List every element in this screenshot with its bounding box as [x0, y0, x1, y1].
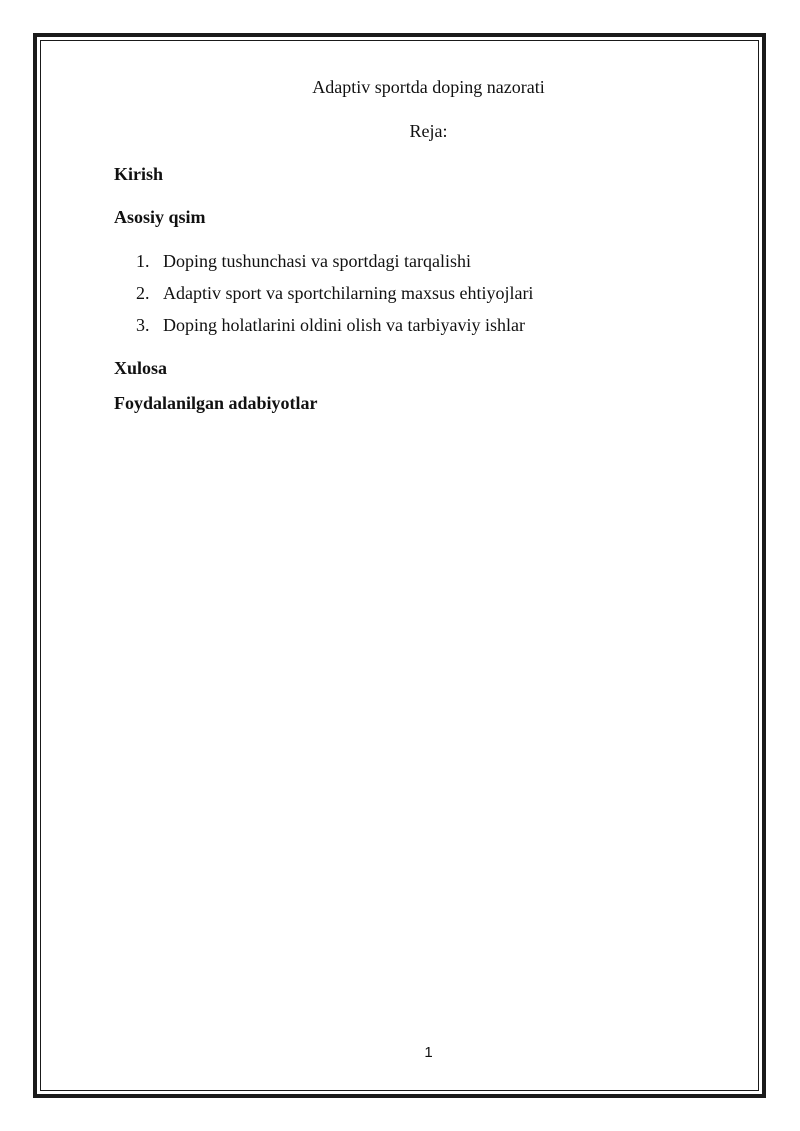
plan-item-text: Doping tushunchasi va sportdagi tarqalishi: [163, 251, 471, 271]
plan-list-item: [136, 314, 533, 346]
plan-item-number: 3.: [136, 315, 150, 335]
plan-item-number: 2.: [136, 283, 150, 303]
intro-heading: Kirish: [114, 164, 164, 184]
page-border-inner: [40, 40, 759, 1091]
plan-list: [136, 250, 533, 346]
plan-item-number: 1.: [136, 251, 150, 271]
page-number: 1: [424, 1044, 433, 1061]
plan-label: Reja:: [409, 121, 448, 141]
main-part-heading: Asosiy qsim: [114, 207, 206, 227]
plan-item-text: Adaptiv sport va sportchilarning maxsus ehtiyojlari: [163, 283, 534, 303]
document-title: Adaptiv sportda doping nazorati: [312, 77, 545, 97]
plan-list-item: [136, 250, 533, 282]
conclusion-heading: Xulosa: [114, 358, 168, 378]
references-heading: Foydalanilgan adabiyotlar: [114, 393, 318, 413]
plan-list-item: [136, 282, 533, 314]
plan-item-text: Doping holatlarini oldini olish va tarbiyaviy ishlar: [163, 315, 525, 335]
